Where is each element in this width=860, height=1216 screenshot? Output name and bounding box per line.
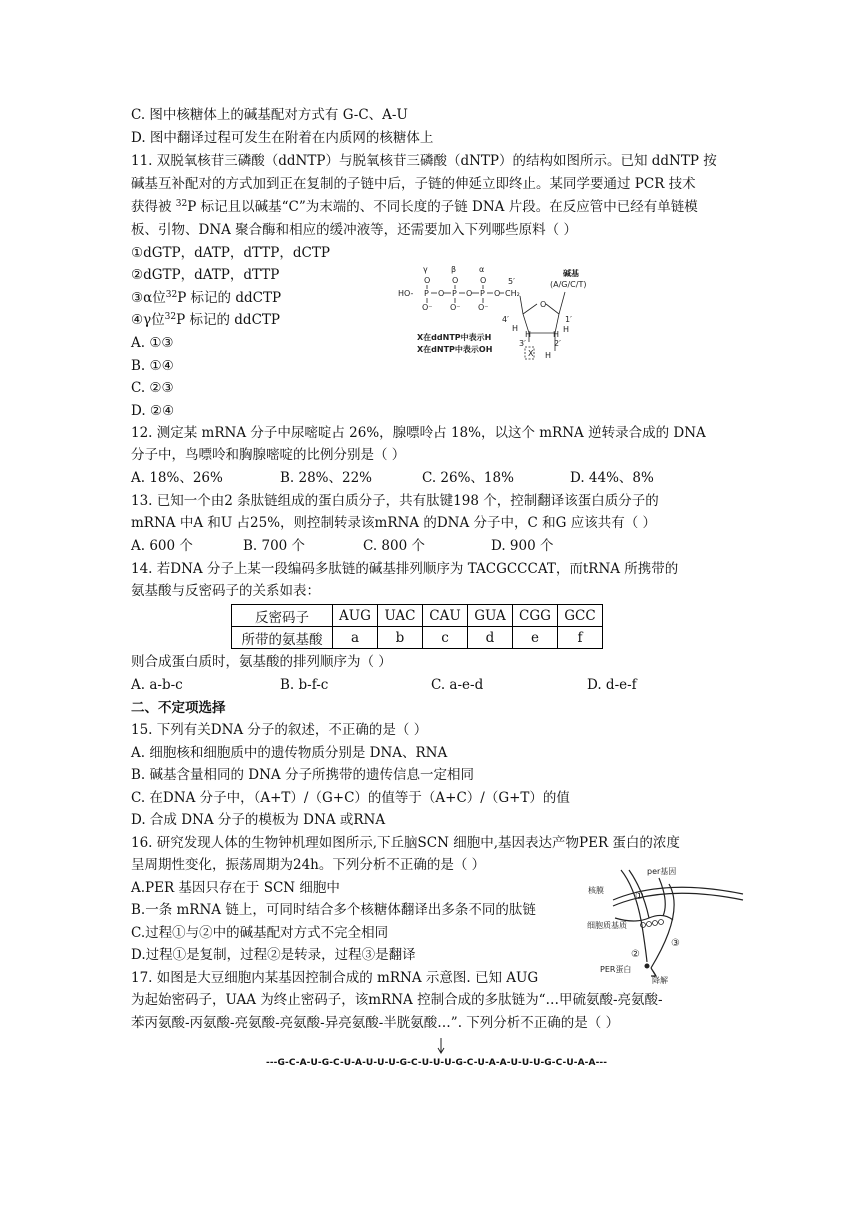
q11-stem-line3: 获得被 $^{32}$P 标记且以碱基“C”为末端的、不同长度的子链 DNA 片段。在反应管中已经有单链模: [131, 199, 698, 215]
q14-stem-line2: 氨基酸与反密码子的关系如表：: [131, 583, 320, 599]
x-label: X: [528, 349, 534, 358]
q13-stem-line1: 13. 已知一个由2 条肽链组成的蛋白质分子，共有肽键198 个，控制翻译该蛋白质分子的: [131, 493, 659, 509]
svg-text:O: O: [480, 276, 487, 285]
svg-text:O: O: [466, 289, 473, 298]
ddntp-structure-figure: [395, 262, 625, 362]
q11-item-2: ②dGTP，dATP，dTTP: [131, 267, 280, 283]
anticodon-table: [231, 604, 603, 649]
base-types-label: (A/G/C/T): [550, 280, 587, 289]
alpha-label: α: [479, 265, 485, 274]
two-prime-label: 2′: [554, 339, 561, 348]
gamma-label: γ: [423, 265, 428, 274]
mrna-arrow-icon: [436, 1038, 446, 1054]
svg-text:O: O: [424, 276, 431, 285]
q11-stem-line1: 11. 双脱氧核苷三磷酸（ddNTP）与脱氧核苷三磷酸（dNTP）的结构如图所示。已知 ddNTP 按: [131, 153, 717, 169]
q17-stem-line2: 为起始密码子，UAA 为终止密码子，该mRNA 控制合成的多肽链为“…甲硫氨酸-亮氨酸-: [131, 992, 663, 1008]
svg-text:O⁻: O⁻: [422, 303, 433, 312]
q16-option-a: A.PER 基因只存在于 SCN 细胞中: [131, 880, 340, 896]
q13-stem-line2: mRNA 中A 和U 占25%，则控制转录该mRNA 的DNA 分子中，C 和G 应该共有（ ）: [131, 515, 657, 531]
q11-option-d: D. ②④: [131, 403, 175, 419]
svg-text:P: P: [452, 289, 457, 298]
step-1-label: ①: [635, 891, 644, 902]
ch2-label: CH₂: [505, 289, 520, 298]
five-prime-label: 5′: [508, 277, 515, 286]
q13-option-d: D. 900 个: [491, 538, 554, 554]
q15-option-c: C. 在DNA 分子中，（A+T）/（G+C）的值等于（A+C）/（G+T）的值: [131, 790, 570, 806]
table-cell: c: [423, 627, 468, 649]
q15-stem: 15. 下列有关DNA 分子的叙述，不正确的是（ ）: [131, 722, 428, 738]
q14-stem-line3: 则合成蛋白质时，氨基酸的排列顺序为（ ）: [131, 654, 392, 670]
degrade-label: 降解: [652, 976, 668, 984]
q15-option-b: B. 碱基含量相同的 DNA 分子所携带的遗传信息一定相同: [131, 767, 474, 783]
step-2-label: ②: [631, 949, 640, 960]
q11-item-3: ③α位$^{32}$P 标记的 ddCTP: [131, 290, 282, 306]
q11-stem-line2: 碱基互补配对的方式加到正在复制的子链中后，子链的伸延立即终止。某同学要通过 PCR 技术: [131, 176, 696, 192]
q12-stem-line2: 分子中，鸟嘌呤和胸腺嘧啶的比例分别是（ ）: [131, 447, 406, 463]
ho-label: HO-: [398, 289, 414, 298]
per-mechanism-figure: [585, 862, 745, 984]
per-protein-label: PER蛋白: [600, 965, 632, 974]
table-cell: e: [513, 627, 558, 649]
table-cell: b: [378, 627, 423, 649]
section-heading: 二、不定项选择: [131, 700, 226, 716]
table-cell: f: [558, 627, 603, 649]
q14-option-d: D. d-e-f: [587, 677, 637, 693]
table-row: [232, 605, 603, 627]
q16-option-c: C.过程①与②中的碱基配对方式不完全相同: [131, 925, 389, 941]
table-cell: 所带的氨基酸: [232, 627, 333, 649]
q10-option-d: D. 图中翻译过程可发生在附着在内质网的核糖体上: [131, 130, 434, 146]
table-cell: GUA: [468, 605, 513, 627]
q12-option-d: D. 44%、8%: [570, 470, 654, 486]
one-prime-label: 1′: [565, 315, 572, 324]
cytoplasm-label: 细胞质基质: [587, 921, 627, 930]
q11-option-a: A. ①③: [131, 335, 174, 351]
svg-text:O: O: [494, 289, 501, 298]
note-dntp: X在dNTP中表示OH: [417, 345, 493, 354]
svg-text:H: H: [525, 330, 532, 339]
table-cell: GCC: [558, 605, 603, 627]
q15-option-d: D. 合成 DNA 分子的模板为 DNA 或RNA: [131, 812, 386, 828]
svg-text:H: H: [512, 324, 519, 333]
q16-stem-line2: 呈周期性变化，振荡周期为24h。下列分析不正确的是（ ）: [131, 857, 486, 873]
q14-option-c: C. a-e-d: [431, 677, 484, 693]
q15-option-a: A. 细胞核和细胞质中的遗传物质分别是 DNA、RNA: [131, 745, 448, 761]
q12-option-a: A. 18%、26%: [131, 470, 223, 486]
base-label: 碱基: [563, 269, 579, 278]
svg-text:O: O: [540, 300, 547, 309]
table-cell: UAC: [378, 605, 423, 627]
q16-option-d: D.过程①是复制，过程②是转录，过程③是翻译: [131, 947, 416, 963]
q14-option-a: A. a-b-c: [131, 677, 183, 693]
q11-item-4: ④γ位$^{32}$P 标记的 ddCTP: [131, 312, 280, 328]
beta-label: β: [451, 265, 457, 274]
q14-stem-line1: 14. 若DNA 分子上某一段编码多肽链的碱基排列顺序为 TACGCCCAT，而tRNA 所携带的: [131, 561, 679, 577]
q11-item-1: ①dGTP，dATP，dTTP，dCTP: [131, 245, 330, 261]
svg-text:O⁻: O⁻: [478, 303, 489, 312]
svg-text:P: P: [424, 289, 429, 298]
q12-stem-line1: 12. 测定某 mRNA 分子中尿嘧啶占 26%，腺嘌呤占 18%，以这个 mRNA 逆转录合成的 DNA: [131, 425, 706, 441]
table-row: [232, 627, 603, 649]
q13-option-b: B. 700 个: [243, 538, 306, 554]
table-cell: CGG: [513, 605, 558, 627]
three-prime-label: 3′: [519, 339, 526, 348]
nuclear-membrane-label: 核膜: [588, 886, 604, 895]
q13-option-a: A. 600 个: [131, 538, 193, 554]
table-cell: a: [333, 627, 378, 649]
q12-option-b: B. 28%、22%: [280, 470, 373, 486]
q11-stem-line4: 板、引物、DNA 聚合酶和相应的缓冲液等，还需要加入下列哪些原料（ ）: [131, 222, 577, 238]
mrna-sequence: ---G-C-A-U-G-C-U-A-U-U-U-G-C-U-U-U-G-C-U-A-A-U-U-U-G-C-U-A-A---: [266, 1058, 608, 1068]
svg-text:O: O: [452, 276, 459, 285]
note-ddntp: X在ddNTP中表示H: [417, 333, 492, 342]
step-3-label: ③: [671, 938, 680, 949]
four-prime-label: 4′: [502, 315, 509, 324]
table-cell: CAU: [423, 605, 468, 627]
svg-text:P: P: [480, 289, 485, 298]
q17-stem-line3: 苯丙氨酸-丙氨酸-亮氨酸-亮氨酸-异亮氨酸-半胱氨酸…”. 下列分析不正确的是（ ）: [131, 1015, 620, 1031]
svg-text:H: H: [553, 330, 560, 339]
q13-option-c: C. 800 个: [363, 538, 425, 554]
svg-text:H: H: [545, 351, 552, 360]
q12-option-c: C. 26%、18%: [422, 470, 514, 486]
per-gene-label: per基因: [647, 867, 677, 876]
q14-option-b: B. b-f-c: [280, 677, 329, 693]
q16-option-b: B.一条 mRNA 链上，可同时结合多个核糖体翻译出多条不同的肽链: [131, 902, 536, 918]
q10-option-c: C. 图中核糖体上的碱基配对方式有 G-C、A-U: [131, 107, 408, 123]
table-cell: d: [468, 627, 513, 649]
q16-stem-line1: 16. 研究发现人体的生物钟机理如图所示,下丘脑SCN 细胞中,基因表达产物PER 蛋白的浓度: [131, 835, 680, 851]
q17-stem-line1: 17. 如图是大豆细胞内某基因控制合成的 mRNA 示意图. 已知 AUG: [131, 970, 539, 986]
table-cell: 反密码子: [232, 605, 333, 627]
svg-text:O: O: [438, 289, 445, 298]
q11-option-c: C. ②③: [131, 380, 174, 396]
q11-option-b: B. ①④: [131, 358, 174, 374]
table-cell: AUG: [333, 605, 378, 627]
svg-text:O⁻: O⁻: [450, 303, 461, 312]
svg-text:H: H: [563, 325, 570, 334]
